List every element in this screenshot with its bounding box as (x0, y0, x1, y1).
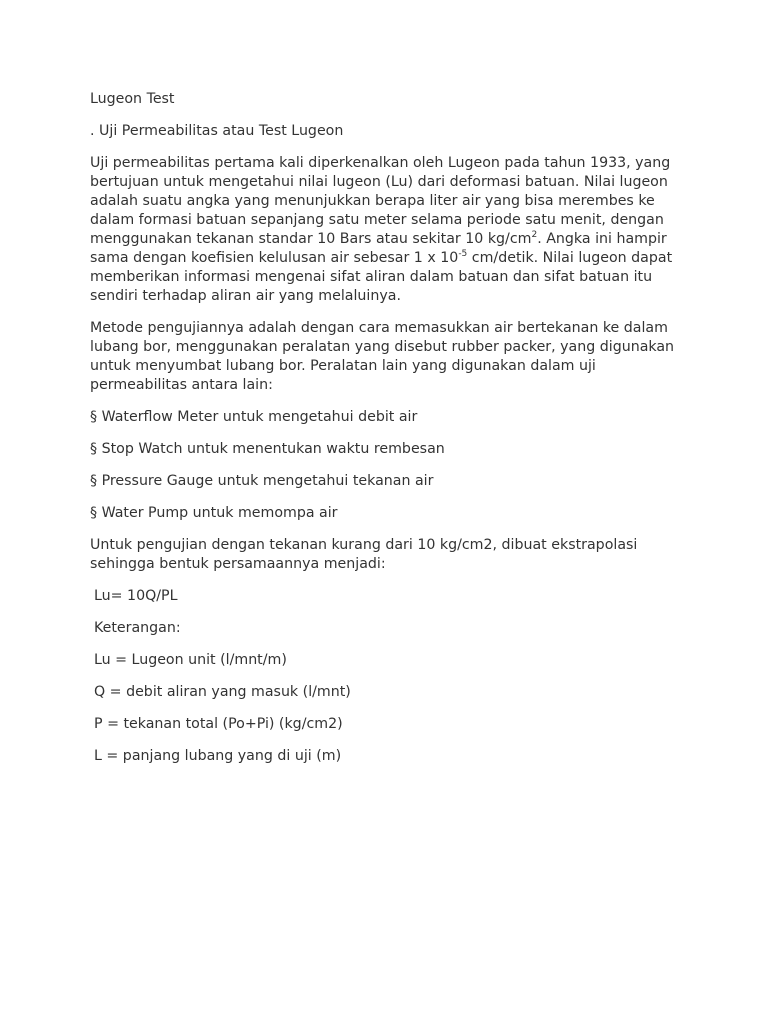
text-line: Uji permeabilitas pertama kali diperkenalkan oleh Lugeon pada tahun 1933, yang (90, 155, 671, 171)
text-line: permeabilitas antara lain: (90, 377, 273, 393)
list-item: § Water Pump untuk memompa air (90, 505, 338, 521)
text-line (90, 249, 708, 268)
paragraph-intro (90, 154, 708, 306)
list-item: § Waterflow Meter untuk mengetahui debit air (90, 409, 418, 425)
document-title: Lugeon Test (90, 91, 175, 107)
text-line: sehingga bentuk persamaannya menjadi: (90, 556, 386, 572)
text-line: memberikan informasi mengenai sifat aliran dalam batuan dan sifat batuan itu (90, 269, 653, 285)
superscript: 2 (531, 230, 538, 240)
superscript: -5 (458, 249, 468, 259)
text-fragment: cm/detik. Nilai lugeon dapat (467, 250, 673, 266)
definition-item: L = panjang lubang yang di uji (m) (94, 748, 342, 764)
list-item: § Stop Watch untuk menentukan waktu rembesan (90, 441, 445, 457)
text-line: adalah suatu angka yang menunjukkan berapa liter air yang bisa merembes ke (90, 193, 655, 209)
text-line: dalam formasi batuan sepanjang satu meter selama periode satu menit, dengan (90, 212, 664, 228)
paragraph-extrapolation (90, 536, 708, 574)
text-line: lubang bor, menggunakan peralatan yang disebut rubber packer, yang digunakan (90, 339, 675, 355)
text-line (90, 230, 708, 249)
list-item: § Pressure Gauge untuk mengetahui tekanan air (90, 473, 434, 489)
formula: Lu= 10Q/PL (94, 588, 178, 604)
definition-item: P = tekanan total (Po+Pi) (kg/cm2) (94, 716, 343, 732)
text-line: sendiri terhadap aliran air yang melaluinya. (90, 288, 401, 304)
text-fragment: menggunakan tekanan standar 10 Bars atau sekitar 10 kg/cm (90, 231, 532, 247)
text-line: bertujuan untuk mengetahui nilai lugeon (Lu) dari deformasi batuan. Nilai lugeon (90, 174, 668, 190)
text-line: Untuk pengujian dengan tekanan kurang dari 10 kg/cm2, dibuat ekstrapolasi (90, 537, 638, 553)
text-line: untuk menyumbat lubang bor. Peralatan lain yang digunakan dalam uji (90, 358, 596, 374)
definition-item: Q = debit aliran yang masuk (l/mnt) (94, 684, 351, 700)
text-fragment: . Angka ini hampir (537, 231, 667, 247)
keterangan-label: Keterangan: (94, 620, 181, 636)
section-heading: . Uji Permeabilitas atau Test Lugeon (90, 123, 344, 139)
definition-item: Lu = Lugeon unit (l/mnt/m) (94, 652, 287, 668)
text-line: Metode pengujiannya adalah dengan cara memasukkan air bertekanan ke dalam (90, 320, 668, 336)
text-fragment: sama dengan koefisien kelulusan air sebesar 1 x 10 (90, 250, 459, 266)
paragraph-method (90, 319, 708, 395)
